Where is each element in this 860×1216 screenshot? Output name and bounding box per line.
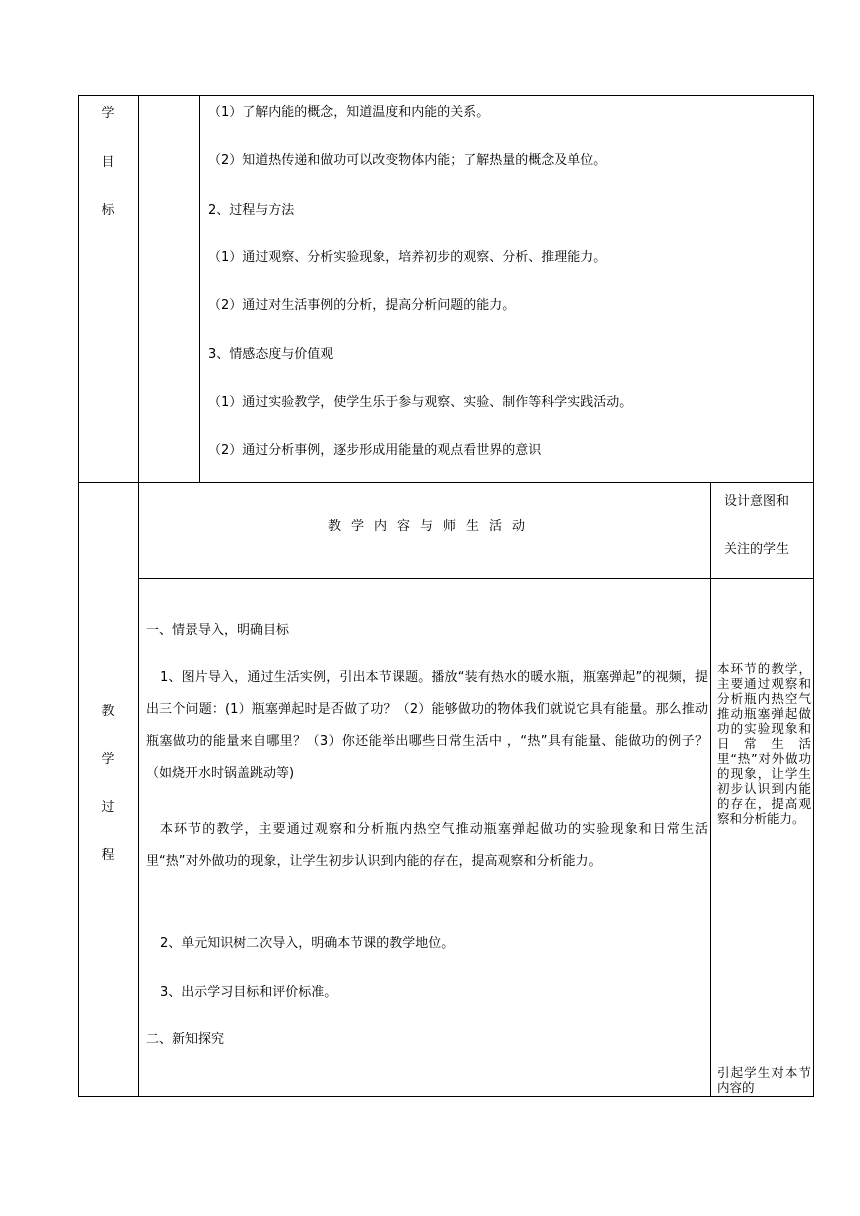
- side-column-divider: [710, 482, 711, 1097]
- label-column-divider: [138, 95, 139, 1097]
- section-heading: 二、新知探究: [146, 1032, 225, 1047]
- paragraph-item-3: 3、出示学习目标和评价标准。: [160, 985, 338, 1000]
- side-column-header-line: 关注的学生: [724, 542, 790, 557]
- goals-inner-divider: [199, 95, 200, 483]
- table-right-border: [813, 95, 814, 1097]
- goals-label-char: 标: [101, 203, 115, 218]
- section-heading: 一、情景导入，明确目标: [146, 623, 290, 638]
- header-row-divider: [138, 578, 814, 579]
- table-left-border: [78, 95, 79, 1097]
- paragraph-item-1: 1、图片导入，通过生活实例，引出本节课题。播放“装有热水的暖水瓶，瓶塞弹起”的视频，提出三个问题：(1）瓶塞弹起时是否做了功？（2）能够做功的物体我们就说它具有能量。那么推动瓶塞做功的能量来自哪里？（3）你还能举出哪些日常生活中 ，“热”具有能量、能做功的例子？（如烧开水时锅盖跳动等): [146, 670, 708, 781]
- goal-line: 2、过程与方法: [208, 203, 295, 218]
- goal-line: （2）知道热传递和做功可以改变物体内能；了解热量的概念及单位。: [208, 153, 607, 168]
- paragraph-summary: 本环节的教学，主要通过观察和分析瓶内热空气推动瓶塞弹起做功的实验现象和日常生活里“热”对外做功的现象，让学生初步认识到内能的存在，提高观察和分析能力。: [146, 822, 708, 869]
- goal-line: 3、情感态度与价值观: [208, 347, 334, 362]
- table-top-border: [78, 95, 814, 96]
- goal-line: （2）通过分析事例，逐步形成用能量的观点看世界的意识: [208, 443, 542, 458]
- goal-line: （1）通过观察、分析实验现象，培养初步的观察、分析、推理能力。: [208, 250, 607, 265]
- paragraph-item-2: 2、单元知识树二次导入，明确本节课的教学地位。: [160, 936, 455, 951]
- content-column-header: 教学内容与师生活动: [328, 519, 536, 534]
- side-note: 引起学生对本节内容的: [717, 1065, 811, 1095]
- process-label-char: 过: [101, 800, 115, 815]
- goals-label-char: 学: [101, 106, 115, 121]
- process-label-char: 程: [101, 848, 115, 863]
- goal-line: （2）通过对生活事例的分析，提高分析问题的能力。: [208, 298, 516, 313]
- table-bottom-border: [78, 1096, 814, 1097]
- goals-label-char: 目: [101, 155, 115, 170]
- process-label-char: 学: [101, 752, 115, 767]
- process-label-char: 教: [101, 704, 115, 719]
- side-column-header-line: 设计意图和: [724, 494, 790, 509]
- goal-line: （1）通过实验教学，使学生乐于参与观察、实验、制作等科学实践活动。: [208, 395, 633, 410]
- section-divider: [78, 482, 814, 483]
- side-note: 本环节的教学，主要通过观察和分析瓶内热空气推动瓶塞弹起做功的实验现象和日常生活里“热”对外做功的现象，让学生初步认识到内能的存在，提高观察和分析能力。: [717, 661, 811, 826]
- goal-line: （1）了解内能的概念，知道温度和内能的关系。: [208, 105, 490, 120]
